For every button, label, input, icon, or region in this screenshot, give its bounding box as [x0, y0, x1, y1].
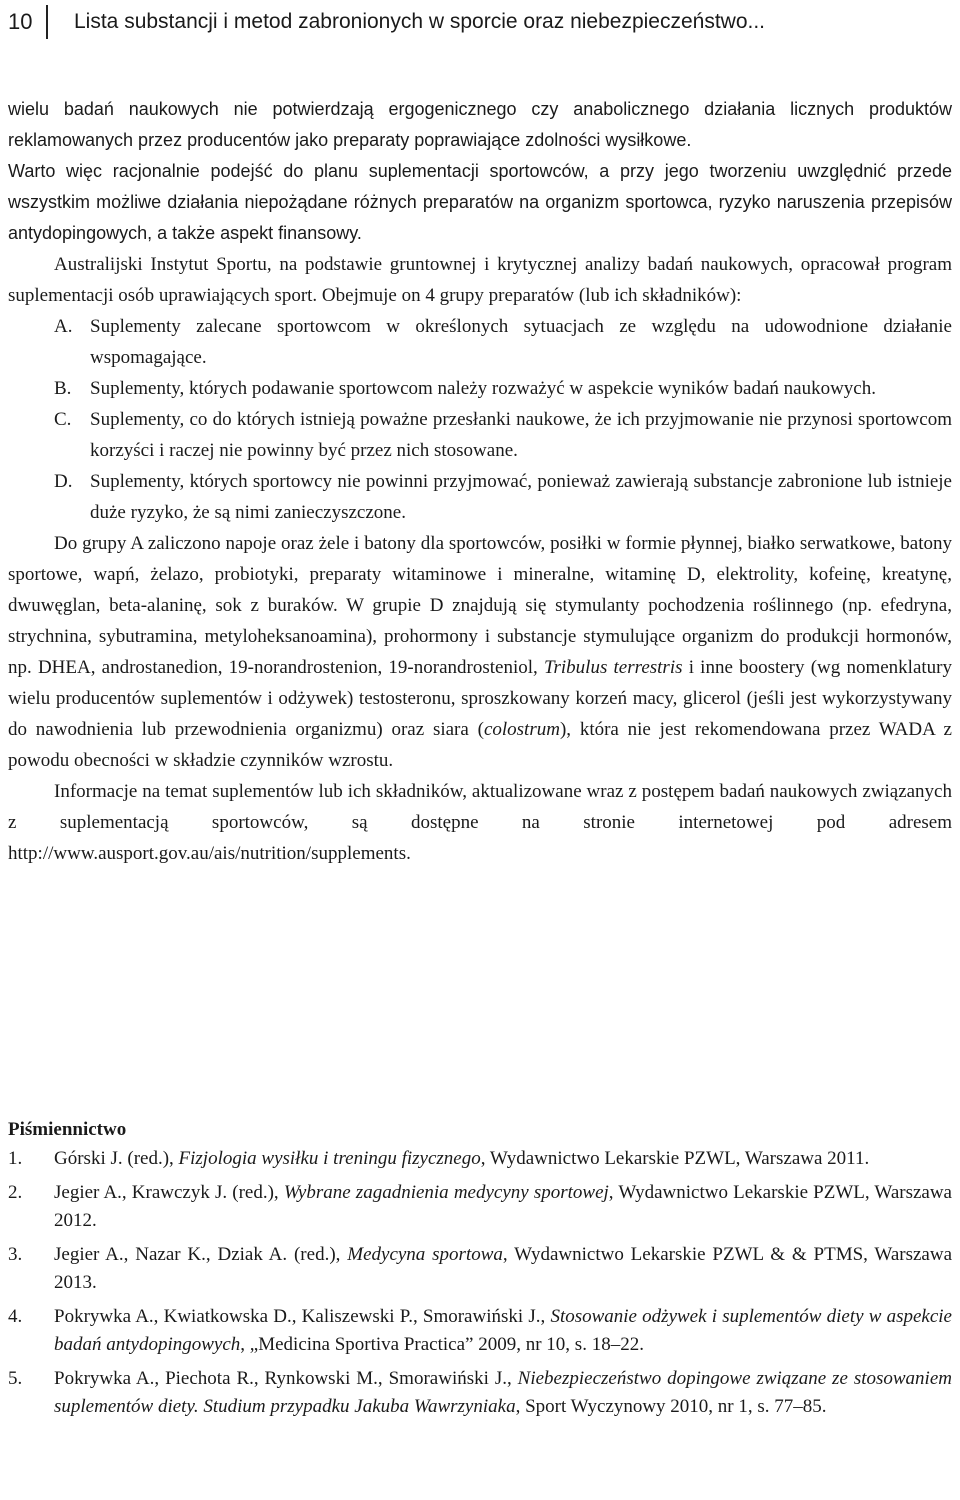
bibliography-heading: Piśmiennictwo: [8, 1119, 127, 1140]
bibliography-entry: [8, 1303, 952, 1359]
bibliography-entry: [8, 1145, 952, 1173]
entry-authors: Górski J. (red.),: [54, 1148, 179, 1169]
running-title: Lista substancji i metod zabronionych w sporcie oraz niebezpieczeństwo...: [74, 10, 766, 33]
entry-title: Niebezpieczeństwo dopingowe związane ze stosowaniem suplementów diety. Studium przypadku Jakuba Wawrzyniaka: [54, 1368, 952, 1417]
list-marker: C.: [54, 409, 72, 430]
paragraph-ais-program: Australijski Instytut Sportu, na podstawie gruntownej i krytycznej analizy badań naukowych, opracował program suplementacji osób uprawiających sport. Obejmuje on 4 grupy preparatów (lub ich składników):: [8, 254, 952, 306]
entry-authors: Jegier A., Krawczyk J. (red.),: [54, 1182, 284, 1203]
entry-authors: Pokrywka A., Kwiatkowska D., Kaliszewski P., Smorawiński J.,: [54, 1306, 551, 1327]
entry-number: 4.: [8, 1306, 23, 1327]
paragraph-continuation: wielu badań naukowych nie potwierdzają ergogenicznego czy anabolicznego działania licznych produktów reklamowanych przez producentów jako preparaty poprawiające zdolności wysiłkowe.: [8, 99, 952, 150]
list-item: [8, 404, 952, 466]
list-item-text: Suplementy, których podawanie sportowcom należy rozważyć w aspekcie wyników badań naukowych.: [90, 378, 876, 399]
entry-authors: Jegier A., Nazar K., Dziak A. (red.),: [54, 1244, 348, 1265]
paragraph-groups-detail: [8, 528, 952, 776]
entry-number: 2.: [8, 1182, 23, 1203]
entry-publication: , Wydawnictwo Lekarskie PZWL, Warszawa 2012.: [54, 1182, 952, 1231]
entry-title: Medycyna sportowa: [347, 1244, 503, 1265]
entry-publication: , Wydawnictwo Lekarskie PZWL, Warszawa 2011.: [480, 1148, 870, 1169]
paragraph-more-information: Informacje na temat suplementów lub ich składników, aktualizowane wraz z postępem badań naukowych związanych z suplementacją sportowców, są dostępne na stronie internetowej pod adresem http://www.ausport.gov.au/ais/nutrition/supplements.: [8, 781, 952, 864]
paragraph-supplementation-plan: Warto więc racjonalnie podejść do planu suplementacji sportowców, a przy jego tworzeniu uwzględnić przede wszystkim możliwe działania niepożądane różnych preparatów na organizm sportowca, ryzyko naruszenia przepisów antydopingowych, a także aspekt finansowy.: [8, 161, 952, 243]
page-number: 10: [8, 9, 33, 34]
supplement-groups-list: [8, 311, 952, 528]
entry-publication: , Wydawnictwo Lekarskie PZWL & & PTMS, Warszawa 2013.: [54, 1244, 952, 1293]
list-marker: D.: [54, 471, 73, 492]
list-item: [8, 311, 952, 373]
list-marker: A.: [54, 316, 73, 337]
entry-number: 3.: [8, 1244, 23, 1265]
text-run: ), która nie jest rekomendowana przez WADA z powodu obecności w składzie czynników wzrostu.: [8, 719, 952, 771]
list-marker: B.: [54, 378, 72, 399]
latin-name: Tribulus terrestris: [543, 657, 683, 678]
list-item: [8, 466, 952, 528]
body-text-block: [8, 94, 952, 869]
entry-title: Fizjologia wysiłku i treningu fizycznego: [178, 1148, 481, 1169]
header-divider: [46, 5, 48, 39]
list-item-text: Suplementy zalecane sportowcom w określonych sytuacjach ze względu na udowodnione działanie wspomagające.: [90, 316, 952, 368]
list-item: [8, 373, 952, 404]
entry-authors: Pokrywka A., Piechota R., Rynkowski M., Smorawiński J.,: [54, 1368, 518, 1389]
latin-name: colostrum: [483, 719, 560, 740]
entry-publication: , Sport Wyczynowy 2010, nr 1, s. 77–85.: [515, 1396, 827, 1417]
bibliography: [8, 1116, 952, 1427]
list-item-text: Suplementy, co do których istnieją poważne przesłanki naukowe, że ich przyjmowanie nie przynosi sportowcom korzyści i raczej nie powinny być przez nich stosowane.: [90, 409, 952, 461]
entry-title: Stosowanie odżywek i suplementów diety w aspekcie badań antydopingowych: [54, 1306, 952, 1355]
bibliography-entry: [8, 1365, 952, 1421]
bibliography-entry: [8, 1241, 952, 1297]
page-header: [8, 4, 952, 40]
bibliography-entry: [8, 1179, 952, 1235]
list-item-text: Suplementy, których sportowcy nie powinni przyjmować, ponieważ zawierają substancje zabronione lub istnieje duże ryzyko, że są nimi zanieczyszczone.: [90, 471, 952, 523]
entry-title: Wybrane zagadnienia medycyny sportowej: [283, 1182, 609, 1203]
text-run: Do grupy A zaliczono napoje oraz żele i batony dla sportowców, posiłki w formie płynnej, białko serwatkowe, batony sportowe, wapń, żelazo, probiotyki, preparaty witaminowe i mineralne, witaminę D, elektrolity, kofeinę, kreatynę, dwuwęglan, beta-alaninę, sok z buraków. W grupie D znajdują się stymulanty pochodzenia roślinnego (np. efedryna, strychnina, sybutramina, metyloheksanoamina), prohormony i substancje stymulujące organizm do produkcji hormonów, np. DHEA, androstanedion, 19-norandrostenion, 19-norandrosteniol,: [8, 533, 952, 678]
entry-number: 5.: [8, 1368, 23, 1389]
text-run: i inne boostery (wg nomenklatury wielu producentów suplementów i odżywek) testosteronu, sproszkowany korzeń macy, glicerol (jeśli jest wykorzystywany do nawodnienia lub przewodnienia organizmu) oraz siara (: [8, 657, 952, 740]
entry-publication: , „Medicina Sportiva Practica” 2009, nr 10, s. 18–22.: [240, 1334, 644, 1355]
entry-number: 1.: [8, 1148, 23, 1169]
